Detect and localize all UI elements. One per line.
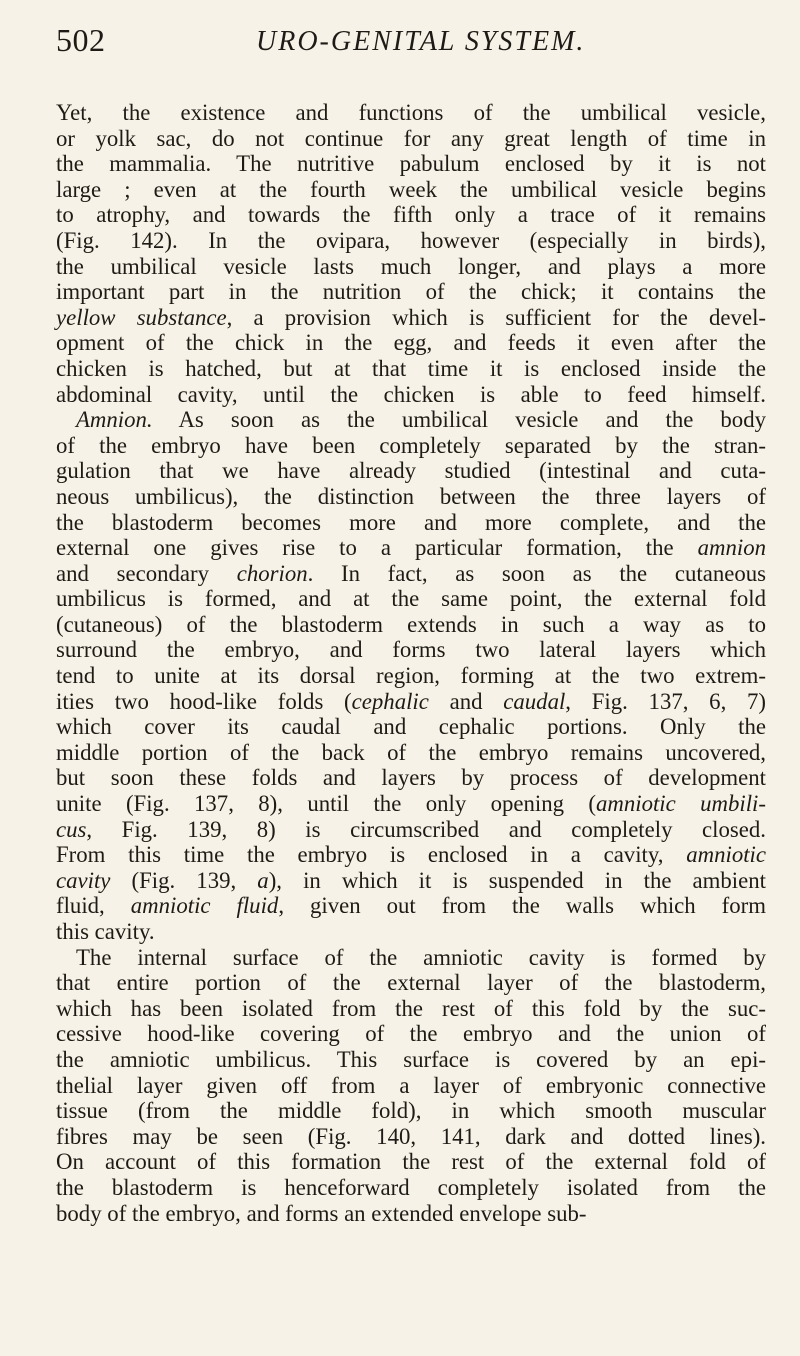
text-run: (Fig. 139,	[110, 867, 258, 893]
text-run: this cavity.	[56, 919, 155, 944]
text-run: cessive hood-like covering of the embryo and the union of	[56, 1021, 766, 1047]
italic-term: caudal	[503, 688, 566, 714]
text-line	[56, 637, 766, 663]
text-run: but soon these folds and layers by process of development	[56, 765, 766, 791]
text-line	[56, 791, 766, 817]
italic-term: chorion	[236, 560, 308, 586]
text-run: and	[428, 688, 504, 714]
text-run: of the embryo have been completely separated by the stran-	[56, 432, 766, 458]
text-line	[56, 561, 766, 587]
text-line	[56, 433, 766, 459]
text-line	[56, 893, 766, 919]
text-run: the umbilical vesicle lasts much longer, and plays a more	[56, 253, 766, 279]
text-line	[56, 407, 766, 433]
text-line	[56, 510, 766, 536]
italic-term: amniotic fluid	[130, 893, 279, 919]
text-line	[56, 100, 766, 126]
text-run: ities two hood-like folds (	[56, 688, 352, 714]
text-run: As soon as the umbilical vesicle and the body	[152, 407, 766, 433]
text-line	[56, 1021, 766, 1047]
text-line	[56, 356, 766, 382]
text-line	[56, 382, 766, 408]
italic-term: a	[257, 867, 269, 893]
text-run: surround the embryo, and forms two lateral layers which	[56, 637, 766, 663]
text-run: to atrophy, and towards the fifth only a trace of it remains	[56, 202, 766, 228]
text-run: (cutaneous) of the blastoderm extends in such a way as to	[56, 611, 766, 637]
text-run: fibres may be seen (Fig. 140, 141, dark and dotted lines).	[56, 1123, 766, 1149]
text-line	[56, 151, 766, 177]
text-line	[56, 945, 766, 971]
text-run: opment of the chick in the egg, and feeds it even after the	[56, 330, 766, 356]
text-run: which cover its caudal and cephalic portions. Only the	[56, 714, 766, 740]
text-run: neous umbilicus), the distinction between the three layers of	[56, 483, 766, 509]
text-run: the blastoderm is henceforward completely isolated from the	[56, 1174, 766, 1200]
text-line	[56, 254, 766, 280]
text-line	[56, 330, 766, 356]
text-line	[56, 842, 766, 868]
text-line	[56, 612, 766, 638]
text-line	[56, 1175, 766, 1201]
text-run: , given out from the walls which form	[278, 893, 766, 919]
text-line	[56, 1073, 766, 1099]
text-line	[56, 868, 766, 894]
text-run: body of the embryo, and forms an extended envelope sub-	[56, 1200, 587, 1226]
text-run: Yet, the existence and functions of the umbilical vesicle,	[56, 100, 766, 125]
text-run: external one gives rise to a particular formation, the	[56, 535, 698, 561]
text-line	[56, 689, 766, 715]
text-run: , a provision which is sufficient for the devel-	[226, 304, 766, 330]
text-run: the mammalia. The nutritive pabulum enclosed by it is not	[56, 151, 766, 177]
italic-term: amnion	[697, 535, 766, 561]
text-run: unite (Fig. 137, 8), until the only opening (	[56, 791, 596, 817]
text-line	[56, 1149, 766, 1175]
text-line	[56, 535, 766, 561]
text-line	[56, 663, 766, 689]
text-run: or yolk sac, do not continue for any great length of time in	[56, 125, 766, 151]
text-line	[56, 202, 766, 228]
text-run: tissue (from the middle fold), in which smooth muscular	[56, 1098, 766, 1124]
text-run: important part in the nutrition of the chick; it contains the	[56, 279, 766, 305]
text-run: , Fig. 137, 6, 7)	[565, 688, 766, 714]
italic-term: cephalic	[351, 688, 429, 714]
text-run: thelial layer given off from a layer of embryonic connective	[56, 1072, 766, 1098]
text-run: The internal surface of the amniotic cavity is formed by	[76, 944, 766, 970]
text-run: . In fact, as soon as the cutaneous	[307, 560, 766, 586]
text-line	[56, 740, 766, 766]
text-line	[56, 126, 766, 152]
text-run: ), in which it is suspended in the ambient	[268, 867, 766, 893]
text-run: chicken is hatched, but at that time it is enclosed inside the	[56, 355, 766, 381]
text-line	[56, 765, 766, 791]
text-run: middle portion of the back of the embryo remains uncovered,	[56, 739, 766, 765]
text-run: that entire portion of the external layer of the blastoderm,	[56, 970, 766, 996]
text-line	[56, 1047, 766, 1073]
text-run: the amniotic umbilicus. This surface is covered by an epi-	[56, 1046, 766, 1072]
running-head: URO-GENITAL SYSTEM.	[256, 26, 586, 57]
body-text	[56, 100, 766, 1226]
text-run: which has been isolated from the rest of this fold by the suc-	[56, 995, 766, 1021]
text-line	[56, 714, 766, 740]
text-run: tend to unite at its dorsal region, forming at the two extrem-	[56, 663, 766, 689]
text-line	[56, 177, 766, 203]
italic-term: yellow substance	[56, 304, 227, 330]
text-line	[56, 1201, 766, 1227]
text-line	[56, 228, 766, 254]
text-run: (Fig. 142). In the ovipara, however (especially in birds),	[56, 227, 766, 253]
text-run: umbilicus is formed, and at the same point, the external fold	[56, 586, 766, 612]
italic-term: amniotic	[686, 842, 766, 868]
text-run: gulation that we have already studied (intestinal and cuta-	[56, 458, 766, 484]
text-run: the blastoderm becomes more and more complete, and the	[56, 509, 766, 535]
italic-term: cus	[56, 816, 87, 842]
text-line	[56, 1098, 766, 1124]
page-header	[56, 22, 756, 72]
text-run: abdominal cavity, until the chicken is able to feed himself.	[56, 381, 766, 407]
italic-term: cavity	[56, 867, 111, 893]
text-line	[56, 279, 766, 305]
text-line	[56, 996, 766, 1022]
text-run: large ; even at the fourth week the umbilical vesicle begins	[56, 176, 766, 202]
text-line	[56, 586, 766, 612]
text-run: From this time the embryo is enclosed in a cavity,	[56, 842, 687, 868]
text-line	[56, 305, 766, 331]
text-line	[56, 919, 766, 945]
text-line	[56, 970, 766, 996]
text-line	[56, 1124, 766, 1150]
text-run: On account of this formation the rest of the external fold of	[56, 1149, 766, 1175]
text-run: and secondary	[56, 560, 237, 586]
text-run: fluid,	[56, 893, 131, 919]
page-number: 502	[56, 22, 106, 58]
text-line	[56, 458, 766, 484]
text-line	[56, 484, 766, 510]
italic-term: Amnion.	[76, 407, 153, 433]
text-line	[56, 817, 766, 843]
italic-term: amniotic umbili-	[595, 791, 766, 817]
text-run: , Fig. 139, 8) is circumscribed and completely closed.	[86, 816, 766, 842]
